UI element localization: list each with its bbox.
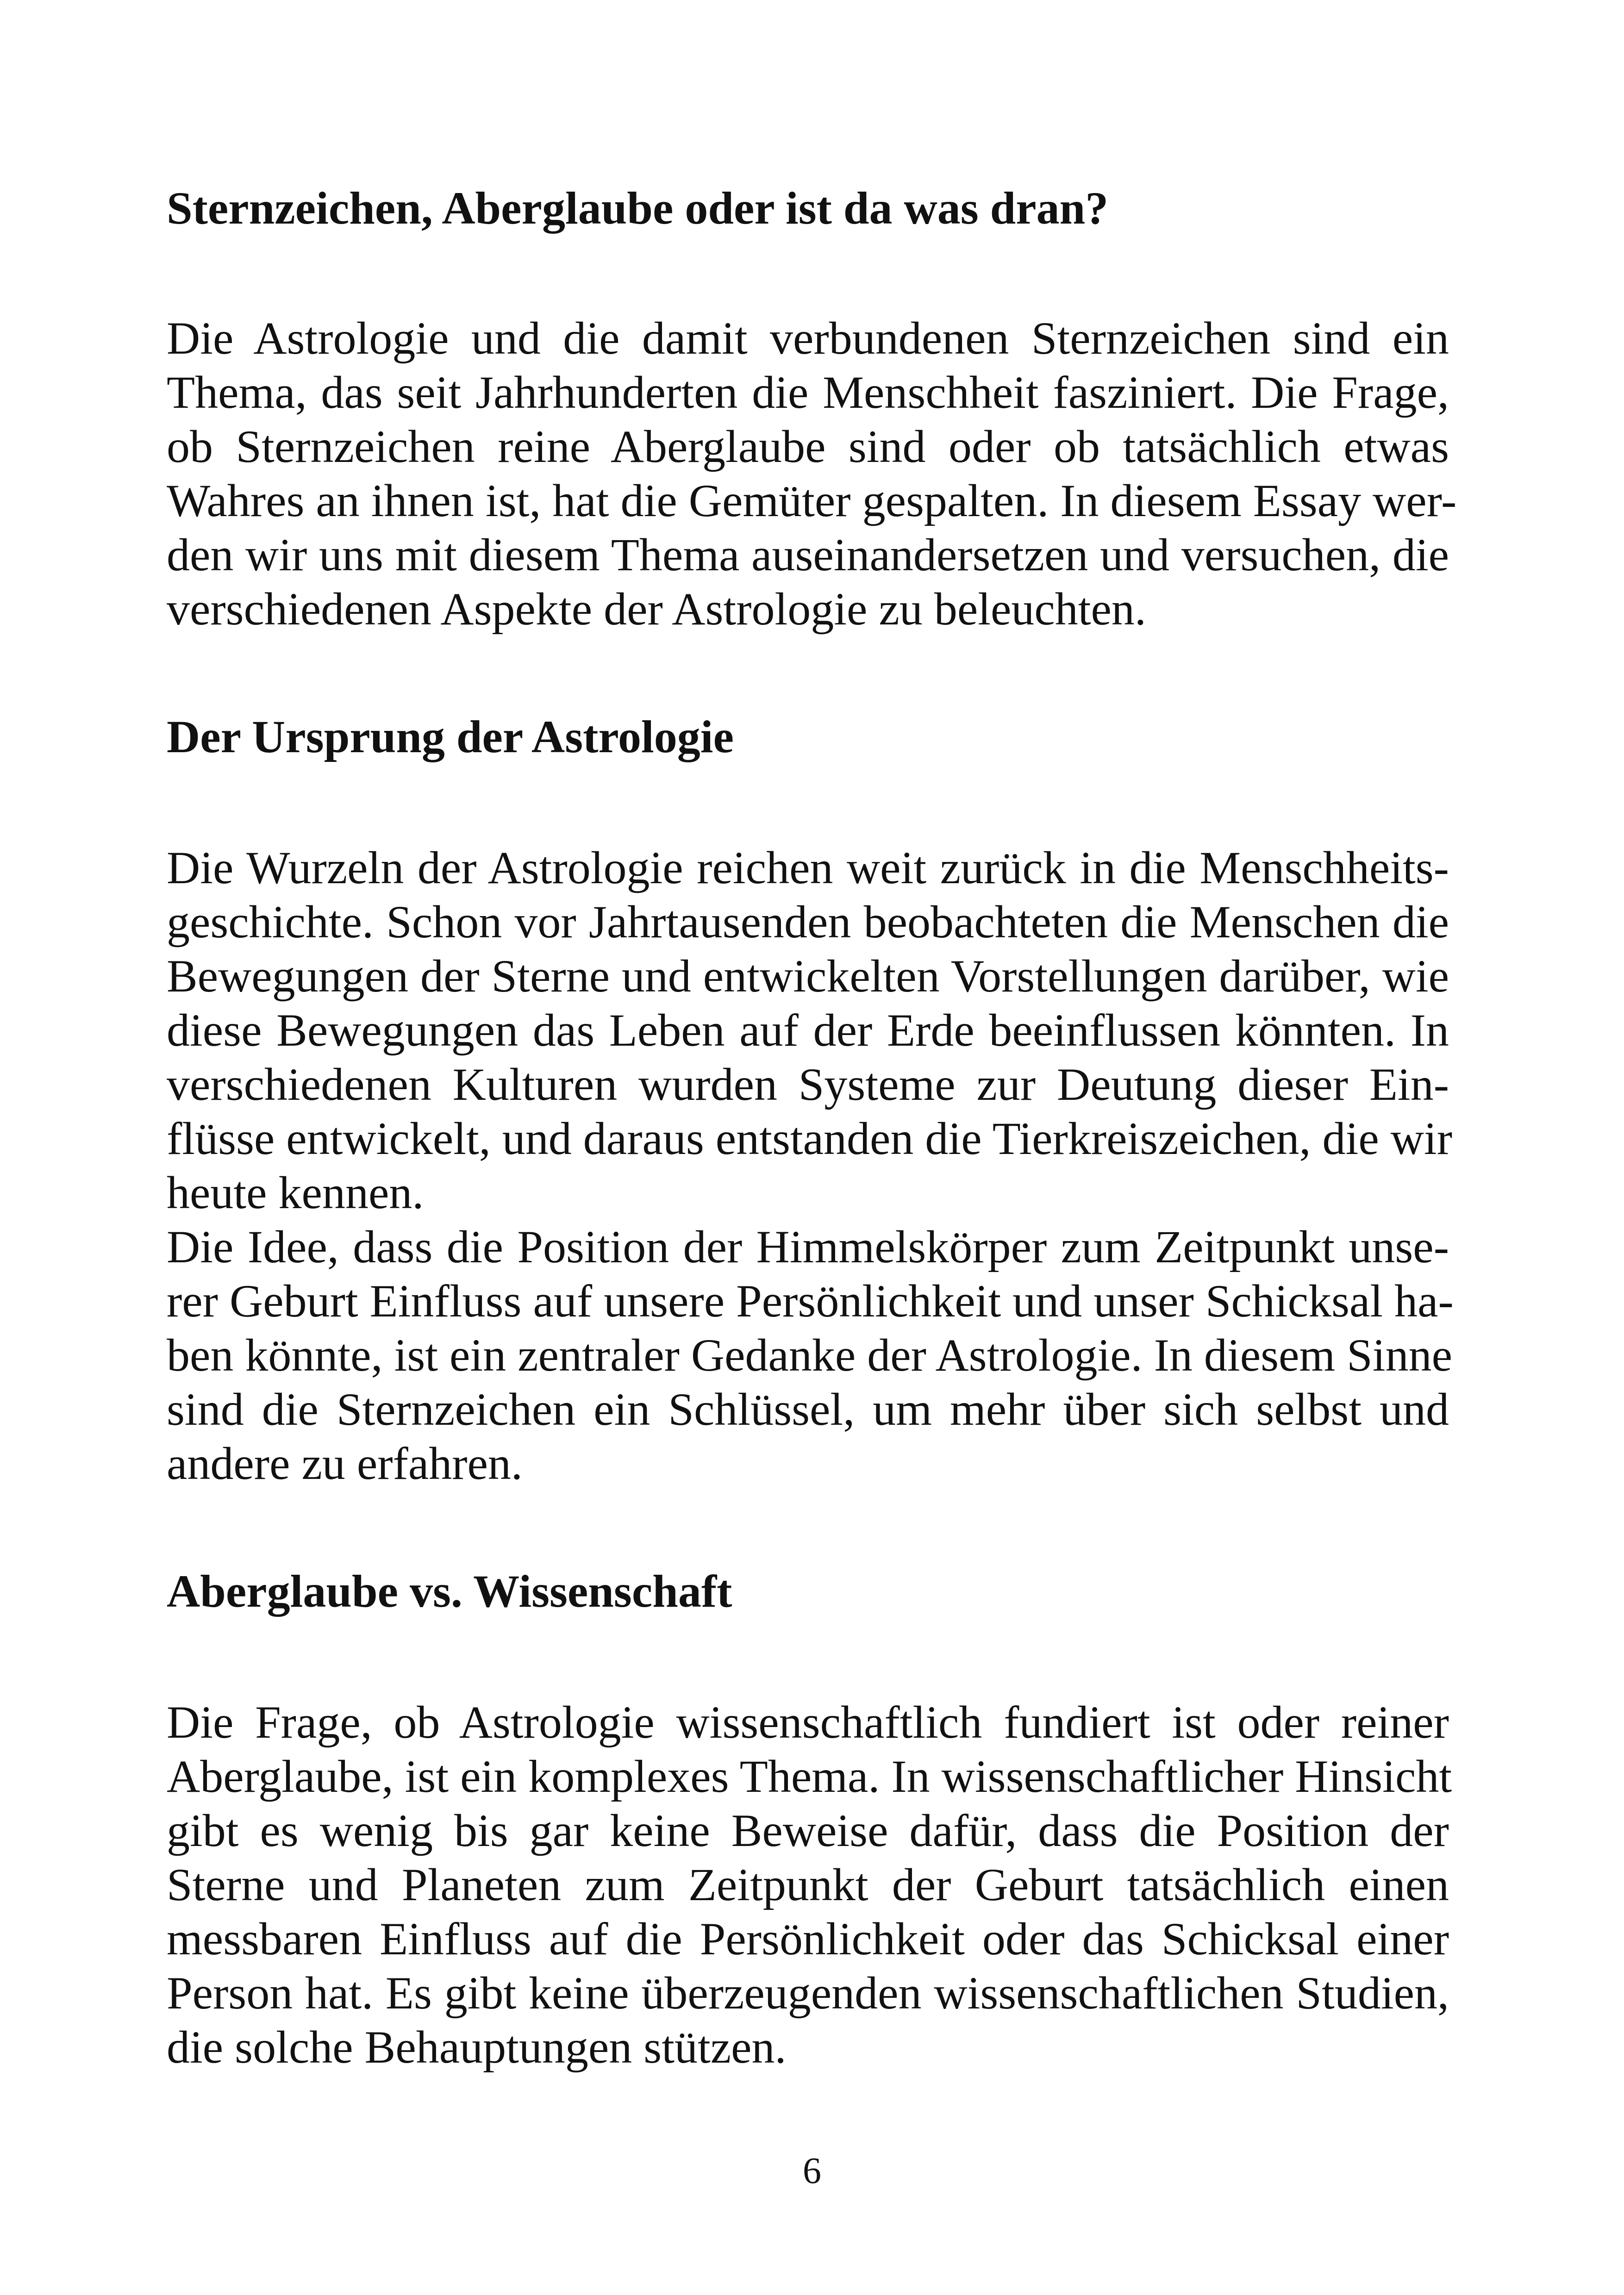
text-line: flüsse entwickelt, und daraus entstanden die Tierkreiszeichen, die wir xyxy=(167,1113,1453,1164)
text-line: gibt es wenig bis gar keine Beweise dafür, dass die Position der xyxy=(167,1805,1449,1856)
text-line: verschiedenen Aspekte der Astrologie zu beleuchten. xyxy=(167,583,1146,635)
text-line: ben könnte, ist ein zentraler Gedanke der Astrologie. In diesem Sinne xyxy=(167,1329,1452,1381)
paragraph xyxy=(167,1220,1454,1491)
page-number: 6 xyxy=(803,2151,821,2191)
text-line: Die Wurzeln der Astrologie reichen weit zurück in die Menschheits- xyxy=(167,842,1449,893)
text-line: diese Bewegungen das Leben auf der Erde beeinflussen könnten. In xyxy=(167,1004,1449,1056)
section-heading: Sternzeichen, Aberglaube oder ist da was dran? xyxy=(167,182,1109,234)
text-line: andere zu erfahren. xyxy=(167,1438,523,1489)
text-line: den wir uns mit diesem Thema auseinandersetzen und versuchen, die xyxy=(167,529,1449,580)
text-line: heute kennen. xyxy=(167,1167,424,1218)
text-line: Die Astrologie und die damit verbundenen Sternzeichen sind ein xyxy=(167,312,1449,364)
text-line: Aberglaube, ist ein komplexes Thema. In wissenschaftlicher Hinsicht xyxy=(167,1751,1452,1802)
text-line: messbaren Einfluss auf die Persönlichkeit oder das Schicksal einer xyxy=(167,1913,1449,1964)
text-line: Sterne und Planeten zum Zeitpunkt der Geburt tatsächlich einen xyxy=(167,1859,1449,1910)
text-line: verschiedenen Kulturen wurden Systeme zur Deutung dieser Ein- xyxy=(167,1059,1449,1110)
section-heading: Aberglaube vs. Wissenschaft xyxy=(167,1565,732,1617)
text-line: sind die Sternzeichen ein Schlüssel, um mehr über sich selbst und xyxy=(167,1384,1449,1435)
text-line: Die Idee, dass die Position der Himmelskörper zum Zeitpunkt unse- xyxy=(167,1221,1449,1272)
text-line: Wahres an ihnen ist, hat die Gemüter gespalten. In diesem Essay wer- xyxy=(167,475,1457,526)
text-line: Bewegungen der Sterne und entwickelten Vorstellungen darüber, wie xyxy=(167,950,1449,1002)
document-body xyxy=(167,181,1457,2074)
text-line: Thema, das seit Jahrhunderten die Menschheit fasziniert. Die Frage, xyxy=(167,367,1449,418)
text-line: die solche Behauptungen stützen. xyxy=(167,2021,787,2073)
text-line: Die Frage, ob Astrologie wissenschaftlich fundiert ist oder reiner xyxy=(167,1696,1449,1748)
text-line: Person hat. Es gibt keine überzeugenden wissenschaftlichen Studien, xyxy=(167,1967,1449,2019)
text-line: ob Sternzeichen reine Aberglaube sind oder ob tatsächlich etwas xyxy=(167,421,1449,472)
paragraph xyxy=(167,311,1457,636)
text-line: rer Geburt Einfluss auf unsere Persönlichkeit und unser Schicksal ha- xyxy=(167,1275,1454,1327)
text-line: geschichte. Schon vor Jahrtausenden beobachteten die Menschen die xyxy=(167,896,1449,948)
section-heading: Der Ursprung der Astrologie xyxy=(167,711,734,762)
paragraph xyxy=(167,1695,1452,2074)
paragraph xyxy=(167,841,1453,1220)
